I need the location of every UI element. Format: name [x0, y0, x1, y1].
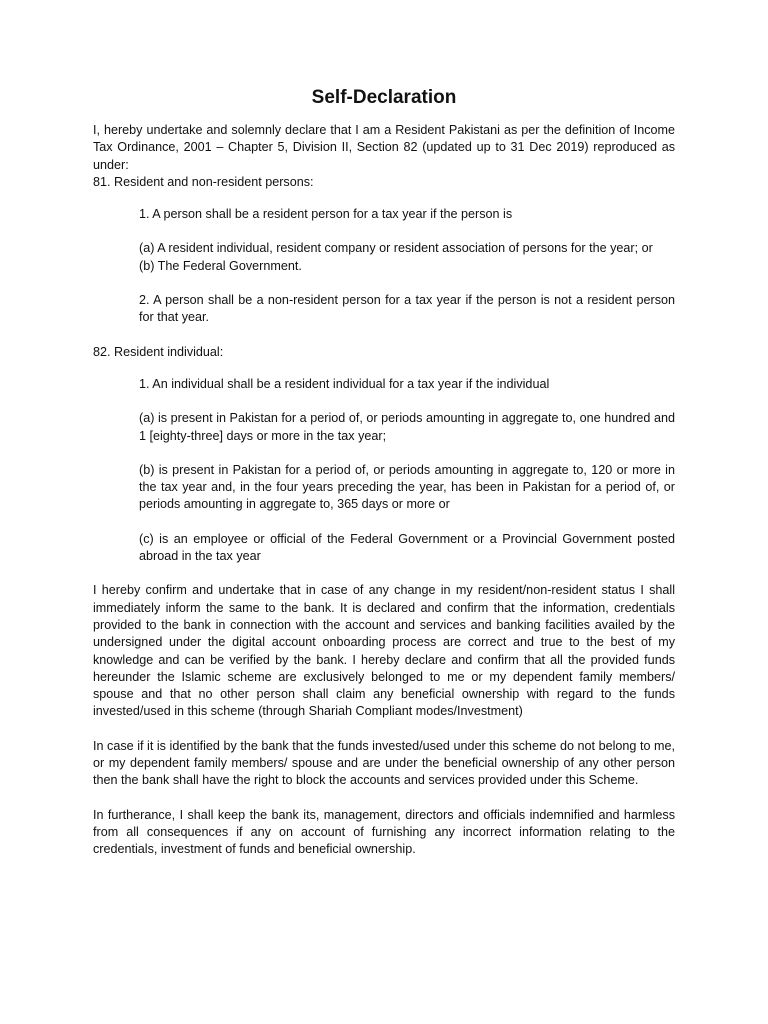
intro-paragraph: I, hereby undertake and solemnly declare that I am a Resident Pakistani as per the definition of Income Tax Ordinance, 2001 – Chapter 5, Division II, Section 82 (updated up to 31 Dec 2019) reproduced as under: — [93, 123, 675, 172]
section-82-clause-1: 1. An individual shall be a resident individual for a tax year if the individual — [139, 376, 550, 391]
blocking-paragraph: In case if it is identified by the bank that the funds invested/used under this scheme do not belong to me, or my dependent family members/ spouse and are under the beneficial ownership of any other person then the bank shall have the right to block the accounts and services provided under this Scheme. — [93, 738, 675, 788]
section-82-item-b: (b) is present in Pakistan for a period of, or periods amounting in aggregate to, 120 or more in the tax year and, in the four years preceding the year, has been in Pakistan for a period of, or periods amounting in aggregate to, 365 days or more or — [139, 462, 675, 512]
page-title: Self-Declaration — [311, 87, 457, 108]
confirmation-paragraph: I hereby confirm and undertake that in case of any change in my resident/non-resident status I shall immediately inform the same to the bank. It is declared and confirm that the information, credentials provided to the bank in connection with the account and services and banking facilities availed by the undersigned under the digital account onboarding process are correct and true to the best of my knowledge and can be verified by the bank. I hereby declare and confirm that all the provided funds hereunder the Islamic scheme are exclusively belonged to me or my dependent family members/ spouse and that no other person shall claim any beneficial ownership with regard to the funds invested/used in this scheme (through Shariah Compliant modes/Investment) — [93, 583, 675, 719]
section-81-clause-2: 2. A person shall be a non-resident person for a tax year if the person is not a resident person for that year. — [139, 293, 675, 325]
section-82-heading: 82. Resident individual: — [93, 344, 224, 359]
declaration-page — [93, 86, 675, 859]
section-81-item-a: (a) A resident individual, resident company or resident association of persons for the year; or — [139, 241, 653, 256]
indemnity-paragraph: In furtherance, I shall keep the bank its, management, directors and officials indemnified and harmless from all consequences if any on account of furnishing any incorrect information relating to the credentials, investment of funds and beneficial ownership. — [93, 807, 675, 857]
section-81-clause-1: 1. A person shall be a resident person for a tax year if the person is — [139, 207, 513, 222]
section-81-item-b: (b) The Federal Government. — [139, 258, 302, 273]
section-82-item-c: (c) is an employee or official of the Federal Government or a Provincial Government posted abroad in the tax year — [139, 531, 675, 564]
section-81-heading: 81. Resident and non-resident persons: — [93, 174, 314, 189]
section-82-item-a: (a) is present in Pakistan for a period of, or periods amounting in aggregate to, one hundred and 1 [eighty-three] days or more in the tax year; — [139, 411, 675, 443]
